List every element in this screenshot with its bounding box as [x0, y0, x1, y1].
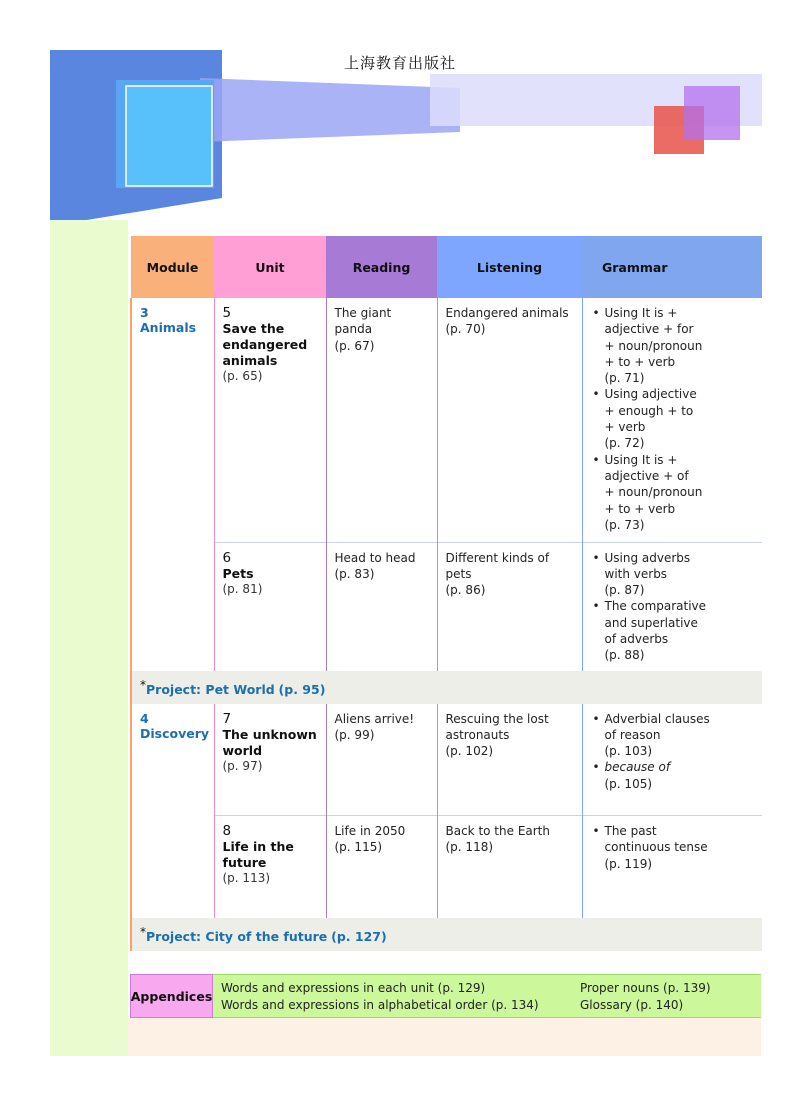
appendices-label: Appendices: [130, 974, 213, 1018]
listening-cell: [437, 542, 582, 671]
grammar-line: • Using It is +: [604, 452, 678, 467]
grammar-line: (p. 73): [604, 517, 645, 532]
grammar-line: of adverbs: [604, 631, 669, 646]
grammar-line: (p. 87): [604, 583, 645, 598]
grammar-line: + noun/pronoun: [604, 338, 703, 353]
grammar-line: of reason: [604, 727, 661, 742]
unit-number: 8: [222, 823, 232, 840]
unit-title-line: future: [222, 855, 267, 871]
grammar-line: • Adverbial clauses: [604, 711, 710, 726]
project-title: Project: City of the future: [146, 928, 328, 944]
module-name: Animals: [140, 320, 197, 335]
unit-title-line: Pets: [222, 565, 254, 581]
table-row: [131, 298, 762, 542]
header-unit: Unit: [214, 236, 326, 298]
module-cell: [131, 704, 214, 918]
module-name: Discovery: [140, 725, 210, 741]
project-row: [131, 918, 762, 951]
reading-cell: [326, 542, 437, 671]
unit-page: (p. 65): [222, 369, 263, 383]
bottom-peach-strip: [128, 1018, 761, 1056]
unit-number: 6: [222, 549, 232, 566]
header-listening: Listening: [437, 236, 582, 298]
grammar-line: • Using adjective: [604, 387, 697, 402]
reading-page: (p. 99): [334, 727, 375, 742]
project-title: Project: Pet World: [146, 681, 275, 697]
unit-number: 7: [222, 710, 232, 727]
grammar-line: (p. 72): [604, 436, 645, 451]
grammar-item: [593, 759, 755, 792]
listening-page: (p. 70): [445, 322, 486, 337]
grammar-cell: [582, 816, 762, 918]
reading-title: Life in 2050: [334, 824, 406, 839]
grammar-line: + to + verb: [604, 501, 676, 516]
project-cell: [131, 918, 762, 951]
reading-cell: [326, 816, 437, 918]
module-cell: [131, 298, 214, 671]
grammar-line: and superlative: [604, 615, 698, 630]
grammar-item: [593, 305, 755, 386]
reading-cell: [326, 298, 437, 542]
grammar-item: [593, 598, 755, 663]
table-row: [131, 816, 762, 918]
header-reading: Reading: [326, 236, 437, 298]
appendix-item: Words and expressions in alphabetical order (p. 134): [221, 997, 539, 1012]
grammar-cell: [582, 704, 762, 816]
unit-cell: [214, 542, 326, 671]
appendices-section: [130, 974, 761, 1018]
grammar-line: + verb: [604, 420, 646, 435]
appendix-item: Words and expressions in each unit (p. 129): [221, 981, 486, 995]
unit-page: (p. 81): [222, 581, 263, 596]
table-row: [131, 704, 762, 816]
publisher-name: 上海教育出版社: [343, 54, 456, 72]
unit-title-line: Life in the: [222, 839, 294, 855]
grammar-line: continuous tense: [604, 840, 708, 855]
unit-page: (p. 97): [222, 758, 263, 773]
grammar-line: (p. 103): [604, 744, 653, 759]
grammar-line: • The comparative: [604, 599, 707, 614]
listening-cell: [437, 704, 582, 816]
grammar-line: (p. 105): [604, 776, 653, 791]
project-star: *: [140, 924, 146, 939]
grammar-line: • Using It is +: [604, 306, 678, 320]
grammar-line: (p. 88): [604, 648, 645, 663]
module-number: 4: [140, 710, 149, 726]
listening-title: astronauts: [445, 727, 510, 742]
listening-title: Endangered animals: [445, 306, 569, 320]
appendix-item: Glossary (p. 140): [580, 997, 684, 1012]
table-header-row: [131, 236, 762, 298]
reading-title: Aliens arrive!: [334, 711, 415, 726]
unit-cell: [214, 704, 326, 816]
project-page: (p. 127): [331, 928, 387, 944]
header-module: Module: [131, 236, 214, 298]
reading-title: The giant panda: [334, 306, 392, 337]
unit-cell: [214, 298, 326, 542]
grammar-line: + enough + to: [604, 403, 694, 418]
grammar-cell: [582, 298, 762, 542]
unit-number: 5: [222, 305, 232, 321]
project-row: [131, 671, 762, 704]
unit-title-line: animals: [222, 353, 278, 368]
module-number: 3: [140, 305, 149, 320]
grammar-line: with verbs: [604, 566, 668, 581]
contents-table: [130, 236, 762, 951]
reading-page: (p. 83): [334, 566, 375, 581]
grammar-item: [593, 386, 755, 451]
grammar-line: • because of: [604, 760, 671, 775]
project-page: (p. 95): [278, 681, 326, 697]
listening-title: Back to the Earth: [445, 824, 550, 839]
listening-cell: [437, 298, 582, 542]
unit-page: (p. 113): [222, 871, 271, 886]
header-grammar: Grammar: [582, 236, 762, 298]
listening-cell: [437, 816, 582, 918]
grammar-item: [593, 711, 755, 760]
reading-cell: [326, 704, 437, 816]
reading-title: Head to head: [334, 550, 416, 565]
unit-cell: [214, 816, 326, 918]
listening-title: Rescuing the lost: [445, 711, 549, 726]
grammar-item: [593, 452, 755, 533]
grammar-line: (p. 71): [604, 371, 645, 386]
appendix-item: Proper nouns (p. 139): [580, 981, 711, 995]
listening-page: (p. 118): [445, 840, 494, 855]
reading-page: (p. 67): [334, 338, 375, 353]
grammar-item: [593, 823, 755, 872]
appendices-list: [213, 974, 761, 1018]
unit-title-line: Save the: [222, 321, 285, 336]
grammar-line: + noun/pronoun: [604, 485, 703, 500]
grammar-line: adjective + for: [604, 322, 694, 337]
grammar-line: • The past: [604, 824, 657, 839]
grammar-line: (p. 119): [604, 856, 653, 871]
listening-page: (p. 102): [445, 744, 494, 759]
table-row: [131, 542, 762, 671]
project-cell: [131, 671, 762, 704]
grammar-cell: [582, 542, 762, 671]
listening-page: (p. 86): [445, 583, 486, 598]
unit-title-line: world: [222, 742, 263, 758]
unit-title-line: endangered: [222, 337, 308, 352]
reading-page: (p. 115): [334, 840, 383, 855]
project-star: *: [140, 677, 146, 692]
grammar-line: adjective + of: [604, 468, 689, 483]
left-green-strip: [50, 220, 128, 1056]
unit-title-line: The unknown: [222, 726, 317, 742]
grammar-line: + to + verb: [604, 354, 676, 369]
listening-title: Different kinds of pets: [445, 550, 550, 581]
grammar-item: [593, 550, 755, 599]
grammar-line: • Using adverbs: [604, 550, 691, 565]
